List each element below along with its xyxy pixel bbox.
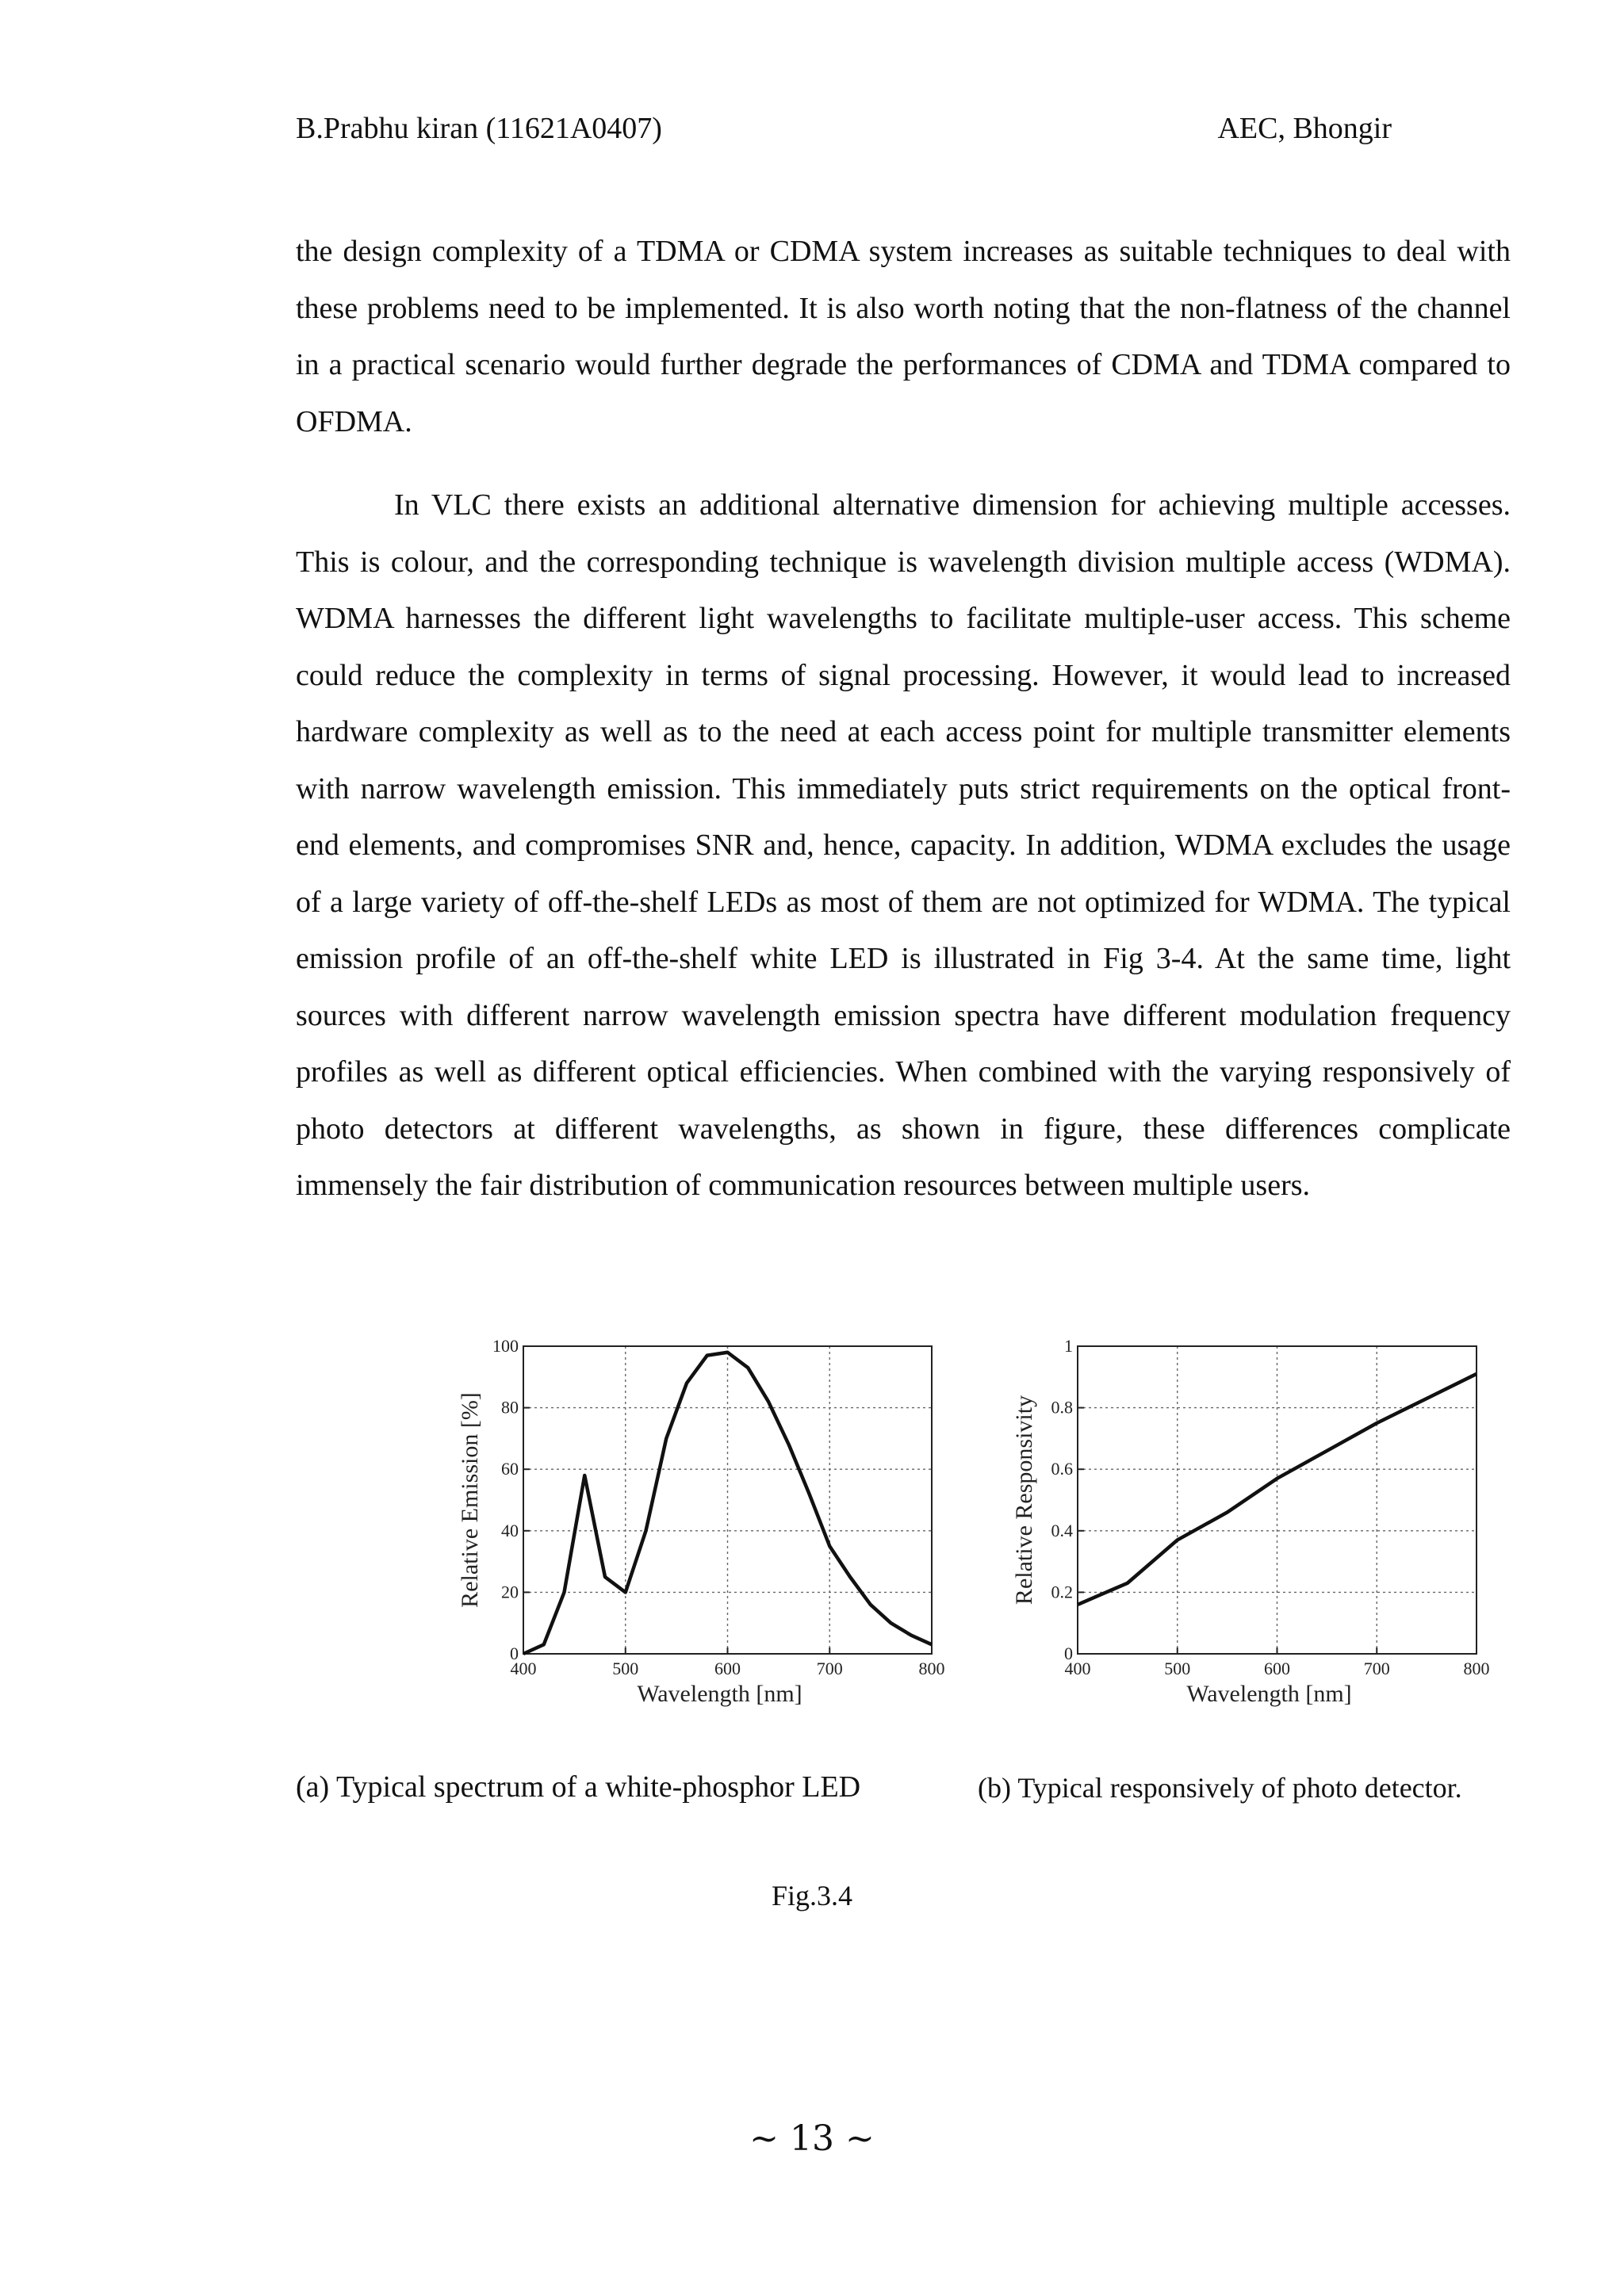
y-tick-label: 100 (492, 1336, 519, 1356)
x-tick-label: 700 (816, 1659, 843, 1678)
chart-photodetector-responsivity (1001, 1330, 1508, 1727)
x-tick-label: 800 (1463, 1659, 1490, 1678)
y-tick-label: 0 (510, 1644, 519, 1663)
y-axis-label: Relative Responsivity (1011, 1395, 1037, 1605)
paragraph-2: In VLC there exists an additional alternative dimension for achieving multiple accesses. This is colour, and the corresponding technique is wavelength division multiple access (WDMA). WDMA harnesses the different light wavelengths to facilitate multiple-user access. This scheme could reduce the complexity in terms of signal processing. However, it would lead to increased hardware complexity as well as to the need at each access point for multiple transmitter elements with narrow wavelength emission. This immediately puts strict requirements on the optical front-end elements, and compromises SNR and, hence, capacity. In addition, WDMA excludes the usage of a large variety of off-the-shelf LEDs as most of them are not optimized for WDMA. The typical emission profile of an off-the-shelf white LED is illustrated in Fig 3-4. At the same time, light sources with different narrow wavelength emission spectra have different modulation frequency profiles as well as different optical efficiencies. When combined with the varying responsively of photo detectors at different wavelengths, as shown in figure, these differences complicate immensely the fair distribution of communication resources between multiple users. (296, 488, 1511, 1202)
x-axis-label: Wavelength [nm] (637, 1681, 802, 1707)
figure-photodetector-responsivity (1001, 1330, 1508, 1727)
figure-led-spectrum (448, 1330, 971, 1727)
caption-b: (b) Typical responsively of photo detector. (978, 1772, 1462, 1804)
page-header (296, 111, 1392, 146)
page-number: ~ 13 ~ (749, 2118, 875, 2159)
x-tick-label: 400 (1064, 1659, 1091, 1678)
y-tick-label: 0.4 (1051, 1520, 1073, 1540)
y-axis-label: Relative Emission [%] (457, 1392, 483, 1608)
x-tick-label: 700 (1363, 1659, 1390, 1678)
chart-led-spectrum (448, 1330, 971, 1727)
x-tick-label: 500 (612, 1659, 639, 1678)
paragraph-1: the design complexity of a TDMA or CDMA system increases as suitable techniques to deal with these problems need to be implemented. It is also worth noting that the non-flatness of the channel in a practical scenario would further degrade the performances of CDMA and TDMA compared to OFDMA. (296, 235, 1511, 438)
y-tick-label: 40 (501, 1520, 519, 1540)
x-axis-label: Wavelength [nm] (1186, 1681, 1352, 1707)
y-tick-label: 60 (501, 1459, 519, 1479)
y-tick-label: 0.2 (1051, 1582, 1073, 1602)
figure-label: Fig.3.4 (771, 1880, 853, 1911)
y-tick-label: 0 (1064, 1644, 1073, 1663)
body-text (296, 224, 1511, 1215)
caption-a: (a) Typical spectrum of a white-phosphor LED (296, 1770, 861, 1804)
header-author: B.Prabhu kiran (11621A0407) (296, 112, 662, 145)
y-tick-label: 20 (501, 1582, 519, 1602)
x-tick-label: 500 (1164, 1659, 1191, 1678)
x-tick-label: 400 (510, 1659, 537, 1678)
y-tick-label: 80 (501, 1397, 519, 1418)
y-tick-label: 0.6 (1051, 1459, 1073, 1479)
x-tick-label: 600 (714, 1659, 741, 1678)
x-tick-label: 800 (918, 1659, 945, 1678)
y-tick-label: 1 (1064, 1336, 1073, 1356)
header-institution: AEC, Bhongir (1217, 112, 1392, 145)
x-tick-label: 600 (1264, 1659, 1290, 1678)
y-tick-label: 0.8 (1051, 1397, 1073, 1418)
